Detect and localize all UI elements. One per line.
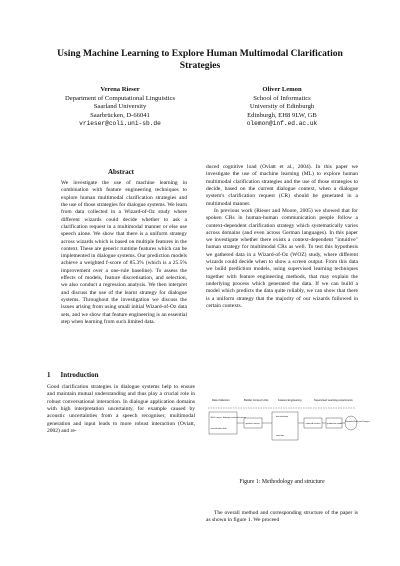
author-block-2	[202, 86, 362, 129]
author-affiliation: Department of Computational Linguistics	[64, 94, 176, 102]
author-email: olemon@inf.ed.ac.uk	[246, 120, 318, 128]
figure-box-label: Multimodal Clarification Strategies	[345, 422, 370, 423]
author-address: Edinburgh, EH8 9LW, GB	[247, 111, 317, 119]
section-number: 1	[47, 371, 51, 379]
author-institution: University of Edinburgh	[249, 103, 315, 111]
figure-stage-label: Builder Context Units	[244, 399, 269, 402]
methodology-figure	[206, 396, 370, 474]
section-heading	[47, 371, 195, 379]
abstract-text: We investigate the use of machine learning in combination with feature engineering techniques to explore human multimodal clarification strategies and the use of those strategies for dialogue systems. We learn from data collected in a Wizard-of-Oz study where different wizards could decide whether to ask a clarification request in a multimodal manner or else use speech alone. We show that there is a uniform strategy across wizards which is based on multiple features in the context. These are generic runtime features which can be implemented in dialogue systems. Our prediction models achieve a weighted f-score of 85.3% (which is a 25.5% improvement over a one-rule baseline). To assess the effects of models, feature discretisation, and selection, we also conduct a regression analysis. We then interpret and discuss the use of the learnt strategy for dialogue systems. Throughout the investigation we discuss the issues arising from using small initial Wizard-of-Oz data sets, and we show that feature engineering is an essential step when learning from such limited data.	[61, 180, 187, 325]
figure-ellipse	[345, 416, 357, 430]
section-title: Introduction	[60, 371, 99, 379]
right-column-text	[206, 164, 358, 310]
figure-box-label: reduced context	[305, 423, 321, 425]
figure-box-label: selection	[276, 435, 285, 437]
author-block-1	[40, 86, 200, 129]
figure-stage-label: Supervised Learning experiments	[314, 399, 353, 402]
paragraph: The overall method and corresponding structure of the paper is as shown in figure 1. We proceed	[206, 510, 358, 524]
author-name: Oliver Lemon	[262, 86, 302, 93]
right-column-closing	[206, 510, 358, 525]
figure-box-label: prediction model	[327, 423, 343, 425]
figure-box-label: classification task	[210, 428, 227, 430]
figure-stage-label: Data Collection	[212, 399, 230, 402]
paper-title: Using Machine Learning to Explore Human Multimodal Clarification Strategies	[57, 48, 343, 71]
paragraph: duced cognitive load (Oviatt et al., 2004). In this paper we investigate the use of machine learning (ML) to explore human multimodal clarification strategies and the use of those strategies to decide, based on the current dialogue context, when a dialogue system's clarification request (CR) should be generated in a multimodal manner.	[206, 164, 358, 207]
author-email: vrieser@coli.uni-sb.de	[79, 120, 161, 128]
figure-stage-label: Feature Engineering	[278, 399, 302, 402]
author-address: Saarbrücken, D-66041	[90, 111, 150, 119]
abstract-heading: Abstract	[107, 168, 135, 176]
figure-box-label: optimal context	[245, 423, 260, 425]
author-affiliation: School of Informatics	[253, 94, 311, 102]
intro-text: Good clarification strategies in dialogue systems help to ensure and maintain mutual understanding and thus play a crucial role in robust conversational interaction. In dialogue application domains with high interpretation uncertainty, for example caused by acoustic uncertainties from a speech recogniser, multimodal generation and input leads to more robust interaction (Oviatt, 2002) and re-	[47, 384, 195, 434]
figure-box-label: discretisation	[276, 416, 289, 418]
author-name: Verena Rieser	[100, 86, 140, 93]
figure-caption: Figure 1: Methodology and structure	[239, 479, 325, 485]
figure-box-label: WoZ corpus: dialogue context features	[210, 417, 247, 419]
paragraph: In previous work (Rieser and Moore, 2005) we showed that for spoken CRs in human-human communication people follow a context-dependent clarification strategy which systematically varies across domains (and even across German languages). In this paper we investigate whether there exists a context-dependent "intuitive" human strategy for multimodal CRs as well. To test this hypothesis we gathered data in a Wizard-of-Oz (WOZ) study, where different wizards could decide when to show a screen output. From this data we build prediction models, using supervised learning techniques together with feature engineering methods, that may explain the underlying process which generated the data. If we can build a model which predicts the data quite reliably, we can show that there is a uniform strategy that the majority of our wizards followed in certain contexts.	[206, 207, 358, 309]
figure-box	[209, 412, 237, 434]
author-institution: Saarland University	[93, 103, 147, 111]
